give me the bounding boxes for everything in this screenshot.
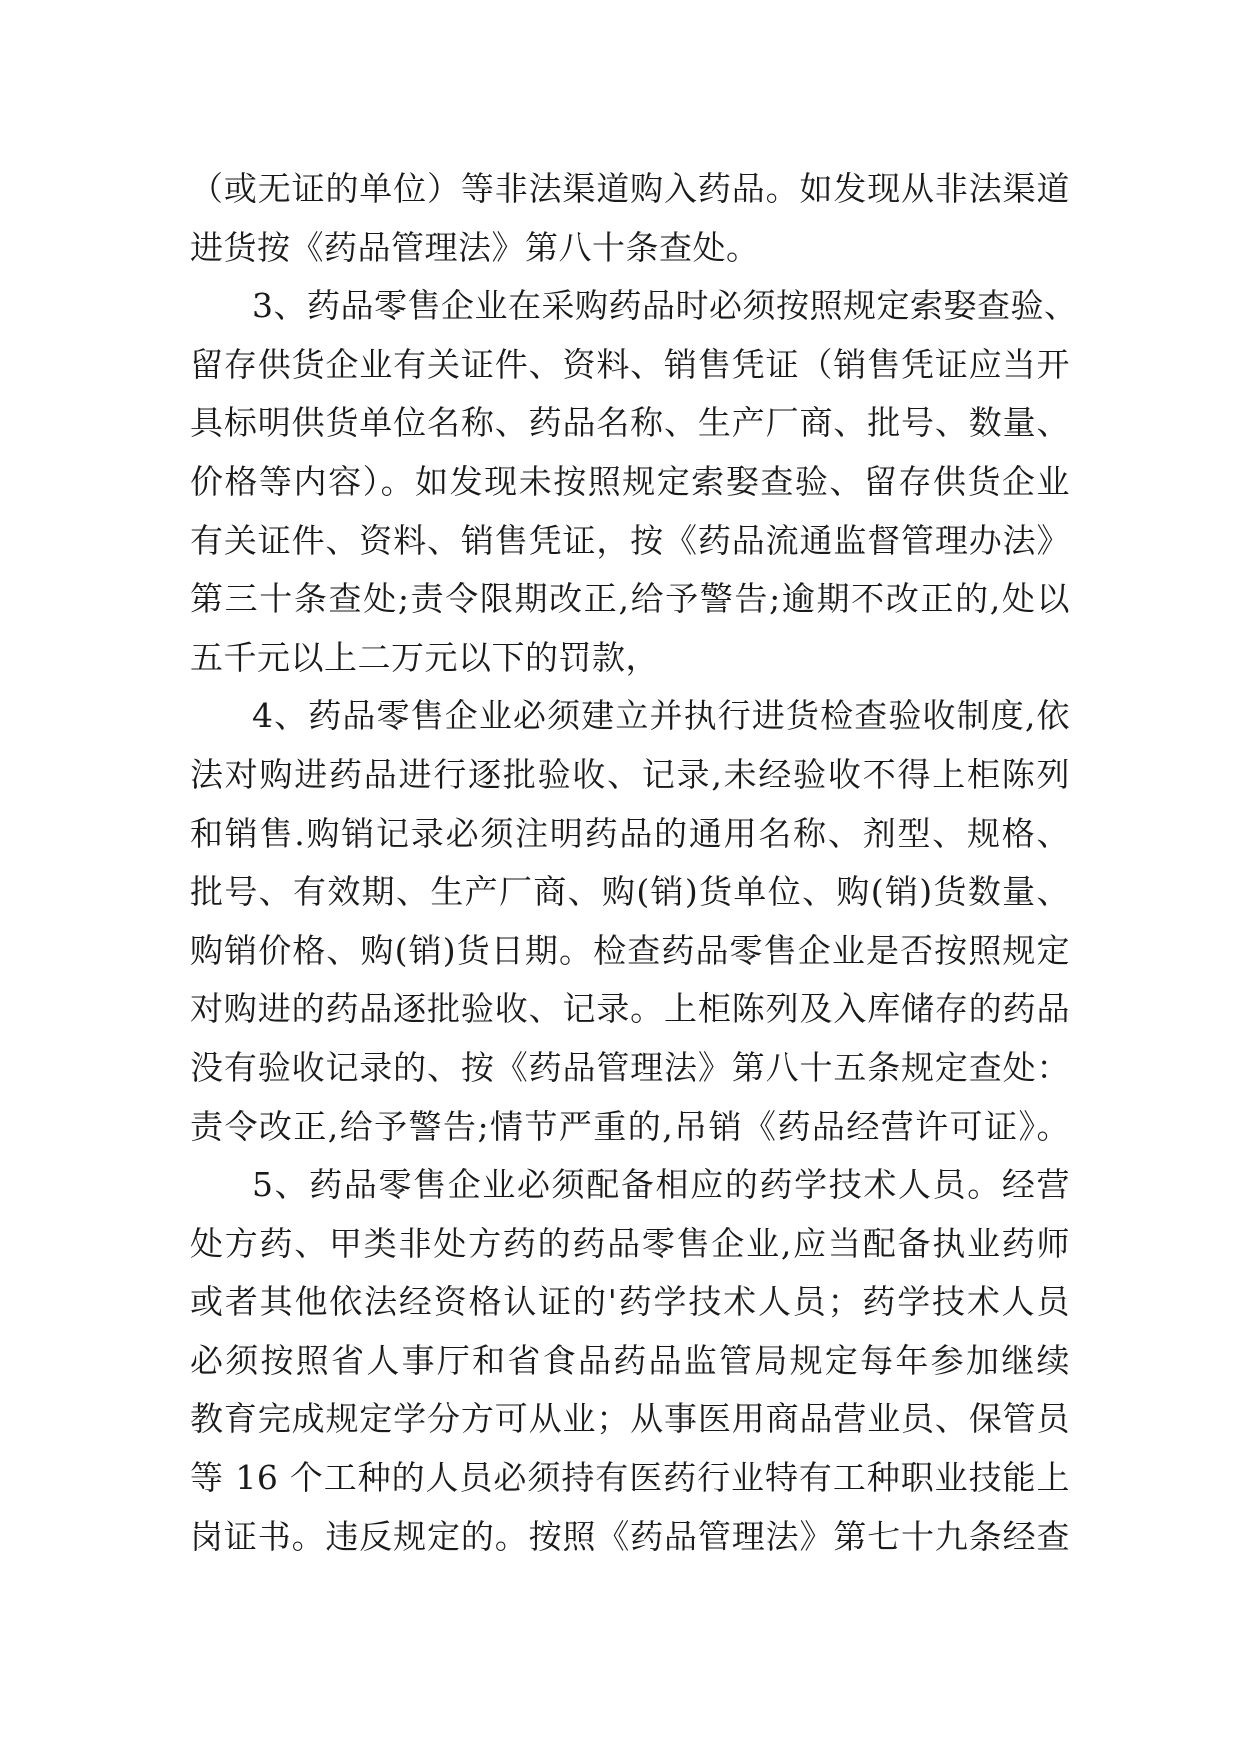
text-line: 具标明供货单位名称、药品名称、生产厂商、批号、数量、	[190, 403, 1070, 443]
text-line: 或者其他依法经资格认证的'药学技术人员；药学技术人员	[190, 1282, 1070, 1322]
text-line: 有关证件、资料、销售凭证，按《药品流通监督管理办法》	[190, 520, 1070, 560]
text-line: （或无证的单位）等非法渠道购入药品。如发现从非法渠道	[190, 169, 1070, 208]
text-line: 价格等内容）。如发现未按照规定索娶查验、留存供货企业	[190, 461, 1070, 501]
text-line: 责令改正,给予警告;情节严重的,吊销《药品经营许可证》。	[190, 1106, 1070, 1146]
paragraph-4-first-line: 4、药品零售企业必须建立并执行进货检查验收制度,依	[252, 696, 1070, 736]
text-line: 教育完成规定学分方可从业；从事医用商品营业员、保管员	[190, 1399, 1070, 1439]
text-line: 对购进的药品逐批验收、记录。上柜陈列及入库储存的药品	[190, 989, 1070, 1029]
text-line: 购销价格、购(销)货日期。检查药品零售企业是否按照规定	[190, 930, 1070, 970]
text-line: 和销售.购销记录必须注明药品的通用名称、剂型、规格、	[190, 813, 1070, 853]
paragraph-3-first-line: 3、药品零售企业在采购药品时必须按照规定索娶查验、	[252, 286, 1078, 326]
text-line: 没有验收记录的、按《药品管理法》第八十五条规定查处：	[190, 1047, 1070, 1087]
text-line: 处方药、甲类非处方药的药品零售企业,应当配备执业药师	[190, 1223, 1070, 1263]
text-line: 五千元以上二万元以下的罚款，	[190, 637, 659, 677]
text-line: 必须按照省人事厅和省食品药品监管局规定每年参加继续	[190, 1340, 1070, 1380]
text-line: 进货按《药品管理法》第八十条查处。	[190, 227, 760, 267]
text-line: 留存供货企业有关证件、资料、销售凭证（销售凭证应当开	[190, 344, 1070, 384]
paragraph-5-first-line: 5、药品零售企业必须配备相应的药学技术人员。经营	[252, 1165, 1070, 1205]
text-line: 岗证书。违反规定的。按照《药品管理法》第七十九条经查	[190, 1516, 1070, 1556]
body-text	[190, 160, 1078, 1566]
text-line: 批号、有效期、生产厂商、购(销)货单位、购(销)货数量、	[190, 872, 1070, 912]
text-line: 等 16 个工种的人员必须持有医药行业特有工种职业技能上	[190, 1458, 1070, 1498]
text-line: 法对购进药品进行逐批验收、记录,未经验收不得上柜陈列	[190, 754, 1070, 794]
text-line: 第三十条查处;责令限期改正,给予警告;逾期不改正的,处以	[190, 579, 1070, 619]
